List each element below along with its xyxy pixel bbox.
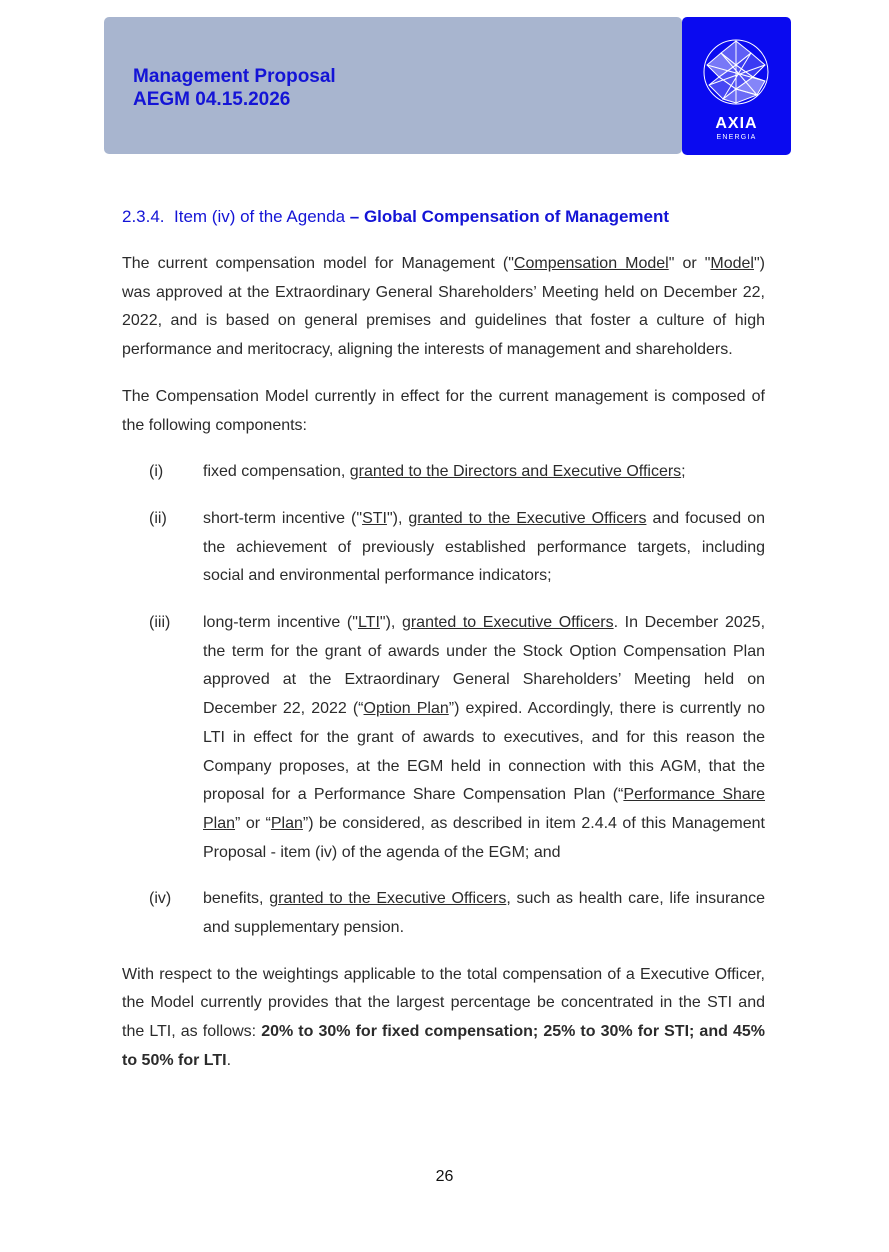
globe-logo-icon [701,37,771,107]
text-run: " or " [668,255,711,272]
list-item-number: (i) [149,463,164,481]
document-title [133,65,336,111]
defined-term: Model [710,255,754,272]
company-logo [682,17,791,155]
defined-term: granted to the Executive Officers [408,509,647,527]
defined-term: Option Plan [363,700,449,718]
paragraph-components-intro: The Compensation Model currently in effect for the current management is composed of the following components: [122,387,765,434]
text-run: "), [379,614,402,632]
text-run: ”) be considered, as described in item 2.4.4 of this Management Proposal - item (iv) of the agenda of the EGM; and [203,814,766,861]
page-number: 26 [435,1168,454,1185]
text-run: and focused on the achievement of previously established performance targets, including social and environmental performance indicators; [203,509,765,585]
list-item-text [203,505,765,591]
text-run: short-term incentive (" [203,509,363,527]
list-item [122,609,765,867]
text-run: . [226,1051,232,1069]
list-item-text [203,458,765,487]
paragraph-weightings [122,961,765,1076]
list-item-number: (iv) [149,890,172,908]
defined-term: granted to the Executive Officers [269,890,507,908]
defined-term: STI [362,509,387,527]
text-run: With respect to the weightings applicable to the total compensation of a Executive Officer, the Model currently provides that the largest percentage be concentrated in the STI and the LTI, as follows: [122,965,765,1041]
list-item [122,505,765,591]
text-run: "), [386,509,409,527]
section-number: 2.3.4. [122,207,165,226]
section-title-plain: Item (iv) of the Agenda [174,207,346,226]
list-item [122,885,765,942]
defined-term: Performance Share Plan [203,786,766,832]
text-run: ; [681,463,686,481]
document-title-line1: Management Proposal [133,66,336,87]
list-item-text [203,885,765,942]
weightings-bold: 20% to 30% for fixed compensation; 25% to 30% for STI; and 45% to 50% for LTI [122,1023,765,1069]
text-run: ") was approved at the Extraordinary General Shareholders’ Meeting held on December 22, 2022, and is based on general premises and guidelines that foster a culture of high performance and meritocracy, aligning the interests of management and shareholders. [122,255,765,359]
logo-subtitle: ENERGIA [716,134,757,141]
defined-term: Compensation Model [513,255,669,272]
document-body [122,203,765,1094]
document-title-line2: AEGM 04.15.2026 [133,89,291,110]
text-run: ” or “ [235,814,271,832]
paragraph-compensation-model [122,250,765,365]
list-item [122,458,765,487]
list-item-number: (ii) [149,509,167,527]
defined-term: LTI [357,614,380,632]
defined-term: granted to Executive Officers [401,614,614,632]
defined-term: Plan [270,814,303,832]
section-heading [122,203,765,231]
list-item-text [203,609,765,867]
text-run: ”) expired. Accordingly, there is currently no LTI in effect for the grant of awards to executives, and for this reason the Company proposes, at the EGM held in connection with this AGM, that the proposal for a Performance Share Compensation Plan (“ [203,700,765,804]
text-run: benefits, [203,890,270,908]
section-title-bold: – Global Compensation of Management [349,207,670,226]
text-run: fixed compensation, [203,463,350,481]
text-run: The current compensation model for Management (" [122,255,514,272]
defined-term: granted to the Directors and Executive Officers [349,463,682,481]
text-run: long-term incentive (" [203,614,358,632]
header-band [104,17,682,154]
logo-wordmark: AXIA [715,115,758,132]
text-run: . In December 2025, the term for the grant of awards under the Stock Option Compensation Plan approved at the Extraordinary General Shareholders’ Meeting held on December 22, 2022 (“ [203,614,766,718]
list-item-number: (iii) [149,614,171,632]
text-run: , such as health care, life insurance and supplementary pension. [203,890,765,937]
